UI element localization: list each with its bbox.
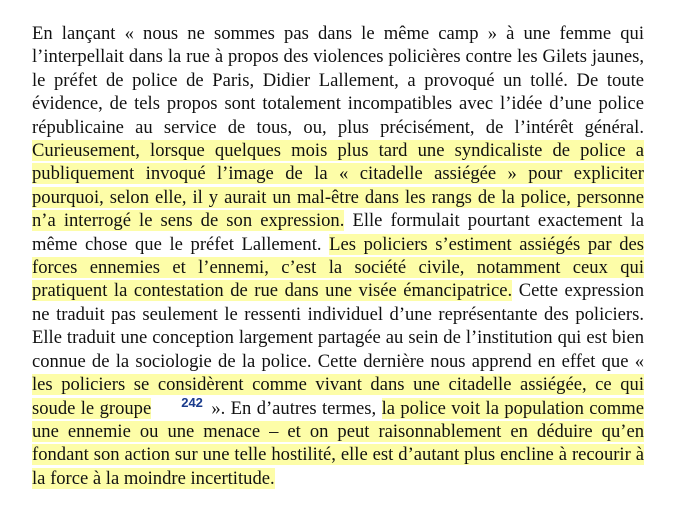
text-segment: Cette expression ne traduit pas seulement le ressenti individuel d’une représentante des policiers. Elle traduit une conception largement partagée au sein de l’institution qui est bien connue de la sociologie de la police. Cette dernière nous apprend en effet que « bbox=[32, 280, 644, 372]
highlighted-passage[interactable]: les policiers se considèrent comme vivant dans une citadelle assiégée, ce qui soude le groupe bbox=[32, 374, 644, 419]
footnote-reference-link[interactable]: 242 bbox=[181, 394, 203, 410]
text-segment: En lançant « nous ne sommes pas dans le même camp » à une femme qui l’interpellait dans la rue à propos des violences policières contre les Gilets jaunes, le préfet de police de Paris, Didier Lallement, a provoqué un tollé. De toute évidence, de tels propos sont totalement incompatibles avec l’idée d’une police républicaine au service de tous, ou, plus précisément, de l’intérêt général. bbox=[32, 23, 644, 138]
document-page bbox=[32, 22, 644, 490]
highlighted-passage[interactable]: la police voit la population comme une ennemie ou une menace – et on peut raisonnablement en déduire qu’en fondant son action sur une telle hostilité, elle est d’autant plus encline à recourir à la force à la moindre incertitude. bbox=[32, 397, 644, 489]
text-segment: Elle formulait pourtant exactement la même chose que le préfet Lallement. bbox=[32, 210, 644, 255]
highlighted-passage[interactable]: Curieusement, lorsque quelques mois plus tard une syndicaliste de police a publiquement invoqué l’image de la « citadelle assiégée » pour expliciter pourquoi, selon elle, il y aurait un mal-être dans les rangs de la police, personne n’a interrogé le sens de son expression. bbox=[32, 140, 644, 232]
body-paragraph bbox=[32, 22, 644, 490]
text-segment: ». En d’autres termes, bbox=[205, 397, 382, 419]
highlighted-passage[interactable]: Les policiers s’estiment assiégés par des forces ennemies et l’ennemi, c’est la société civile, notamment ceux qui pratiquent la contestation de rue dans une visée émancipatrice. bbox=[32, 233, 645, 302]
